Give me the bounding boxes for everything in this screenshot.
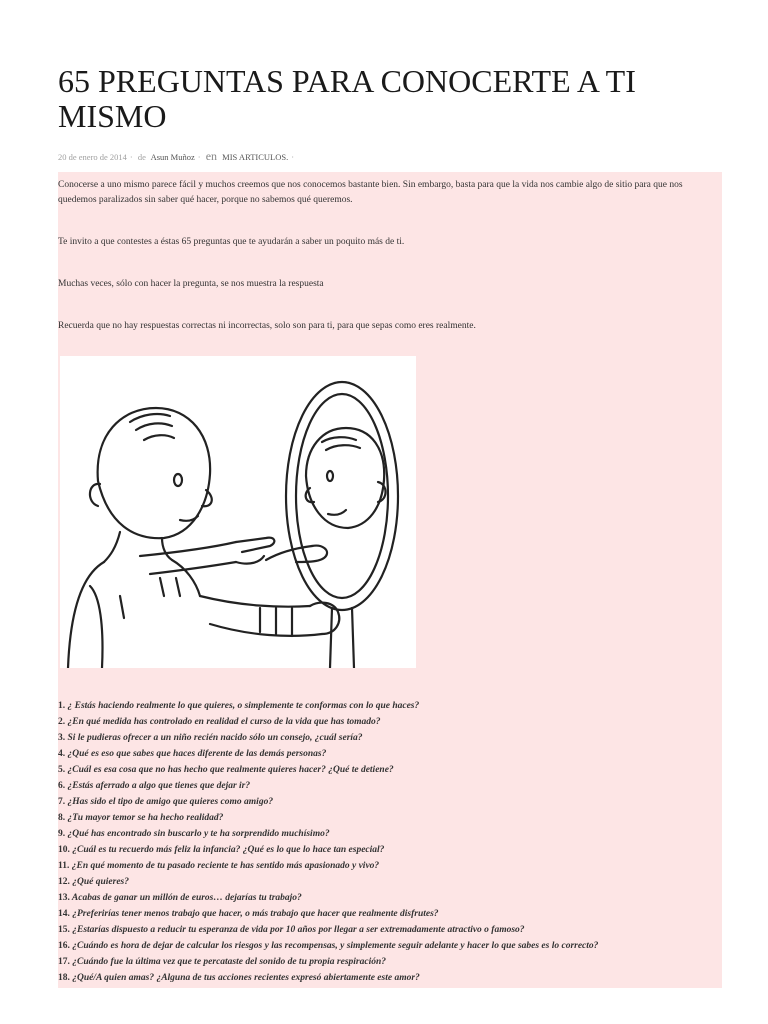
question-item: 4. ¿Qué es eso que sabes que haces diferente de las demás personas? bbox=[58, 749, 327, 759]
intro-paragraph: Conocerse a uno mismo parece fácil y muchos creemos que nos conocemos bastante bien. Sin embargo, basta para que la vida nos cambie algo de sitio para que nos quedemos paralizados sin saber qué hacer, porque no sabemos qué queremos. bbox=[58, 180, 683, 205]
in-label: en bbox=[205, 149, 218, 163]
question-item: 14. ¿Preferirías tener menos trabajo que hacer, o más trabajo que hacer que realmente disfrutes? bbox=[58, 909, 439, 919]
question-item: 15. ¿Estarías dispuesto a reducir tu esperanza de vida por 10 años por llegar a ser extremadamente atractivo o famoso? bbox=[58, 925, 525, 935]
question-item: 16. ¿Cuándo es hora de dejar de calcular los riesgos y las recompensas, y simplemente seguir adelante y hacer lo que sabes es lo correcto? bbox=[58, 941, 599, 951]
question-item: 1. ¿ Estás haciendo realmente lo que quieres, o simplemente te conformas con lo que haces? bbox=[58, 701, 420, 711]
question-item: 3. Si le pudieras ofrecer a un niño recién nacido sólo un consejo, ¿cuál sería? bbox=[58, 733, 363, 743]
questions-list bbox=[58, 698, 722, 986]
post-meta: 20 de enero de 2014 · de Asun Muñoz · en MIS ARTICULOS. · bbox=[58, 149, 295, 163]
question-item: 6. ¿Estás aferrado a algo que tienes que dejar ir? bbox=[58, 781, 251, 791]
question-item: 17. ¿Cuándo fue la última vez que te percataste del sonido de tu propia respiración? bbox=[58, 957, 387, 967]
question-item: 13. Acabas de ganar un millón de euros… dejarías tu trabajo? bbox=[58, 893, 302, 903]
post-category[interactable]: MIS ARTICULOS. bbox=[222, 152, 289, 162]
mirror-illustration bbox=[60, 356, 416, 668]
man-pointing-at-mirror-drawing bbox=[60, 356, 416, 668]
article-title: 65 PREGUNTAS PARA CONOCERTE A TI MISMO bbox=[58, 63, 636, 134]
question-item: 10. ¿Cuál es tu recuerdo más feliz la infancia? ¿Qué es lo que lo hace tan especial? bbox=[58, 845, 385, 855]
question-item: 7. ¿Has sido el tipo de amigo que quieres como amigo? bbox=[58, 797, 274, 807]
question-item: 18. ¿Qué/A quien amas? ¿Alguna de tus acciones recientes expresó abiertamente este amor? bbox=[58, 973, 420, 983]
article-body bbox=[58, 172, 722, 988]
question-item: 8. ¿Tu mayor temor se ha hecho realidad? bbox=[58, 813, 224, 823]
question-note-paragraph: Muchas veces, sólo con hacer la pregunta, se nos muestra la respuesta bbox=[58, 279, 324, 289]
by-label: de bbox=[137, 152, 146, 162]
invite-paragraph: Te invito a que contestes a éstas 65 preguntas que te ayudarán a saber un poquito más de ti. bbox=[58, 237, 405, 247]
question-item: 2. ¿En qué medida has controlado en realidad el curso de la vida que has tomado? bbox=[58, 717, 381, 727]
post-date[interactable]: 20 de enero de 2014 bbox=[58, 152, 127, 162]
question-item: 12. ¿Qué quieres? bbox=[58, 877, 129, 887]
question-item: 9. ¿Qué has encontrado sin buscarlo y te ha sorprendido muchísimo? bbox=[58, 829, 330, 839]
question-item: 11. ¿En qué momento de tu pasado reciente te has sentido más apasionado y vivo? bbox=[58, 861, 380, 871]
question-item: 5. ¿Cuál es esa cosa que no has hecho que realmente quieres hacer? ¿Qué te detiene? bbox=[58, 765, 394, 775]
post-author[interactable]: Asun Muñoz bbox=[150, 152, 195, 162]
reminder-paragraph: Recuerda que no hay respuestas correctas ni incorrectas, solo son para ti, para que sepas como eres realmente. bbox=[58, 321, 476, 331]
